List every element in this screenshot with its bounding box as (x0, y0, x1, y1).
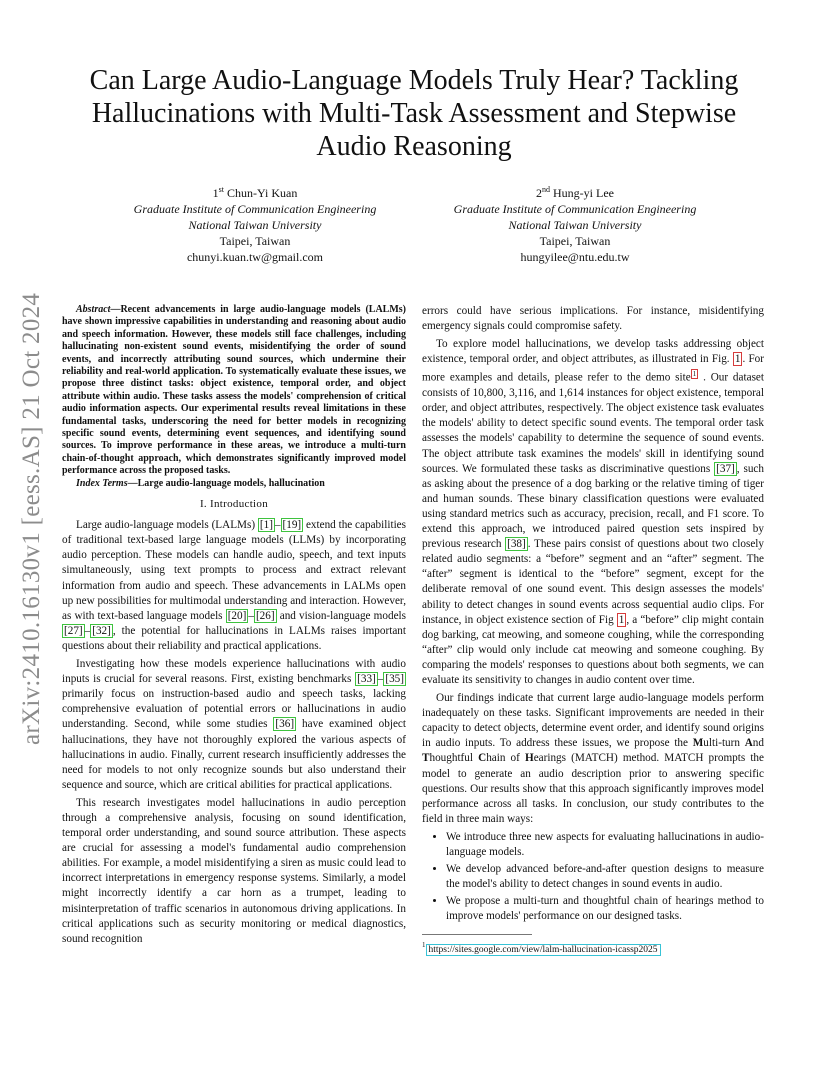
citation-link[interactable]: [20] (227, 609, 247, 622)
intro-paragraph-2: Investigating how these models experience hallucinations with audio inputs is crucial for several reasons. First, existing benchmarks [33] – [35] primarily focus on instruction-based audio and speech tasks, lacking comprehensive evaluation of potential errors or hallucinations in audio understanding. Second, while some studies [36] have examined object hallucinations, they have not thoroughly explored the various aspects of hallucinations in audio. Finally, current research insufficiently addresses the need for models to not only recognize sounds but also understand their sequence and source, which are critical abilities for practical applications. (62, 658, 406, 791)
citation-link[interactable]: [26] (255, 609, 275, 622)
index-terms: Index Terms—Large audio-language models, hallucination (76, 477, 325, 489)
paper-title: Can Large Audio-Language Models Truly Hear? Tackling Hallucinations with Multi-Task Assessment and Stepwise Audio Reasoning (89, 65, 739, 162)
citation-link[interactable]: [32] (92, 624, 111, 637)
author-block-1 (100, 182, 410, 265)
author-name: 2nd Hung-yi Lee (536, 185, 614, 200)
intro-paragraph-1: Large audio-language models (LALMs) [1] – [19] extend the capabilities of traditional text-based large language models (LLMs) by incorporating audio perception. These models can handle audio, speech, and text inputs simultaneously, using text prompts to process and extract relevant information from audio and speech. These advancements in LALMs open up new possibilities for multimodal understanding and interaction. However, as with text-based language models [20] – [26] and vision-language models [27] – [32] , the potential for hallucinations in LALMs raises important questions about their reliability and practical applications. (62, 519, 406, 652)
citation-link[interactable]: [35] (385, 673, 404, 686)
figure-link[interactable]: 1 (618, 613, 625, 626)
author-location: Taipei, Taiwan (539, 234, 611, 248)
left-column (62, 304, 406, 950)
citation-link[interactable]: [1] (259, 519, 273, 532)
abstract: Abstract—Recent advancements in large audio-language models (LALMs) have shown impressive capabilities in understanding and reasoning about audio and speech information. However, these models still face challenges, including hallucinating non-existent sound events, misidentifying the order of sound events, and incorrectly attributing sound sources, which undermine their reliability and real-world application. To systematically evaluate these issues, we propose three distinct tasks: object existence, temporal order, and object attribute within audio. These tasks assess the models' comprehension of critical audio information aspects. Our experimental results reveal limitations in these fundamental tasks, underscoring the need for better models in recognizing specific sound events, determining event sequences, and identifying sound sources. To improve performance in these areas, we introduce a multi-turn chain-of-thought approach, which demonstrates significantly improved model performance across the proposed tasks. (62, 304, 406, 477)
citation-link[interactable]: [33] (357, 673, 376, 686)
citation-link[interactable]: [37] (716, 462, 735, 475)
list-item: • We develop advanced before-and-after question designs to measure the model's ability to detect changes in sound events in audio. (446, 862, 764, 892)
footnote-link[interactable]: 1 (692, 370, 697, 379)
author-email: hungyilee@ntu.edu.tw (520, 250, 630, 264)
right-column (422, 304, 764, 956)
citation-link[interactable]: [27] (64, 624, 83, 637)
author-block-2 (420, 182, 730, 265)
arxiv-identifier: arXiv:2410.16130v1 [eess.AS] 21 Oct 2024 (18, 292, 45, 745)
author-university: National Taiwan University (508, 218, 642, 232)
author-email: chunyi.kuan.tw@gmail.com (186, 250, 324, 264)
author-affiliation: Graduate Institute of Communication Engineering (133, 202, 377, 216)
citation-link[interactable]: [19] (282, 519, 302, 532)
citation-link[interactable]: [36] (275, 718, 295, 731)
figure-link[interactable]: 1 (734, 353, 741, 366)
author-university: National Taiwan University (188, 218, 322, 232)
author-name: 1st Chun-Yi Kuan (212, 185, 298, 200)
intro-paragraph-4: To explore model hallucinations, we develop tasks addressing object existence, temporal order, and object attributes, as illustrated in Fig. 1 . For more examples and details, please refer to the demo site $^1$ . Our dataset consists of 10,800, 3,116, and 1,614 instances for object existence, temporal order, and object attributes, respectively. The object existence task evaluates the models' ability to detect specific sound events. The temporal order task assesses the models' capability to determine the sequence of sound events. The object attribute task examines the models' skill in identifying sound sources. We formulated these tasks as discriminative questions [37] , such as asking about the presence of a dog barking or the relative timing of tiger and human sounds. These binary classification questions were evaluated using standard metrics such as accuracy, precision, recall, and F1 score. To extend this approach, we introduced paired question sets inspired by previous research [38] . These pairs consist of questions about two closely related audio segments: a “before” segment and an “after” segment. The “after” segment is identical to the “before” segment, except for the deliberate removal of one sound event. This design assesses the models' ability to detect changes in sound events across sequential audio clips. For instance, in object existence section of Fig 1 , a “before” clip might contain dog barking, cat meowing, and someone coughing, while the corresponding “after” clip would only include cat meowing and someone coughing. By comparing the models' responses to questions about both segments, we can evaluate its sensitivity to changes in audio content over time. (422, 338, 765, 686)
list-item: • We introduce three new aspects for evaluating hallucinations in audio-language models. (446, 830, 764, 860)
footnote: $^1$ https://sites.google.com/view/lalm-hallucination-icassp2025 (422, 939, 764, 955)
citation-link[interactable]: [38] (507, 538, 526, 551)
intro-paragraph-3: This research investigates model hallucinations in audio perception through a comprehensive analysis, focusing on sound identification, temporal order understanding, and sound source attribution. These aspects are crucial for assessing a model's fundamental audio comprehension abilities. For example, a model misidentifying a siren as music could lead to incorrect interpretations in emergency response systems. Similarly, a model might incorrectly identify a car horn as a trumpet, leading to misinterpretation of traffic scenarios in autonomous driving applications. In critical applications such as security monitoring or medical diagnostics, sound recognition (62, 796, 406, 945)
intro-paragraph-5: Our findings indicate that current large audio-language models perform inadequately on these tasks. Significant improvements are needed in their capacity to detect objects, determine event order, and identify sound origins in audio inputs. To address these issues, we propose the Multi-turn And Thoughtful Chain of Hearings (MATCH) method. MATCH prompts the model to generate an audio description prior to answering specific questions. Our results show that this approach significantly improves model performance across all tasks. In conclusion, our study contributes to the field in three main ways: (422, 692, 764, 825)
section-heading: I. Introduction (199, 498, 269, 511)
author-location: Taipei, Taiwan (219, 234, 291, 248)
author-affiliation: Graduate Institute of Communication Engineering (453, 202, 697, 216)
contributions-list (422, 830, 764, 925)
footnote-url-link[interactable]: https://sites.google.com/view/lalm-hallucination-icassp2025 (426, 944, 661, 956)
footnote-divider (422, 934, 532, 935)
list-item: • We propose a multi-turn and thoughtful chain of hearings method to improve models' performance on our designed tasks. (446, 894, 764, 924)
intro-paragraph-3-continued: errors could have serious implications. For instance, misidentifying emergency signals could compromise safety. (422, 305, 764, 333)
